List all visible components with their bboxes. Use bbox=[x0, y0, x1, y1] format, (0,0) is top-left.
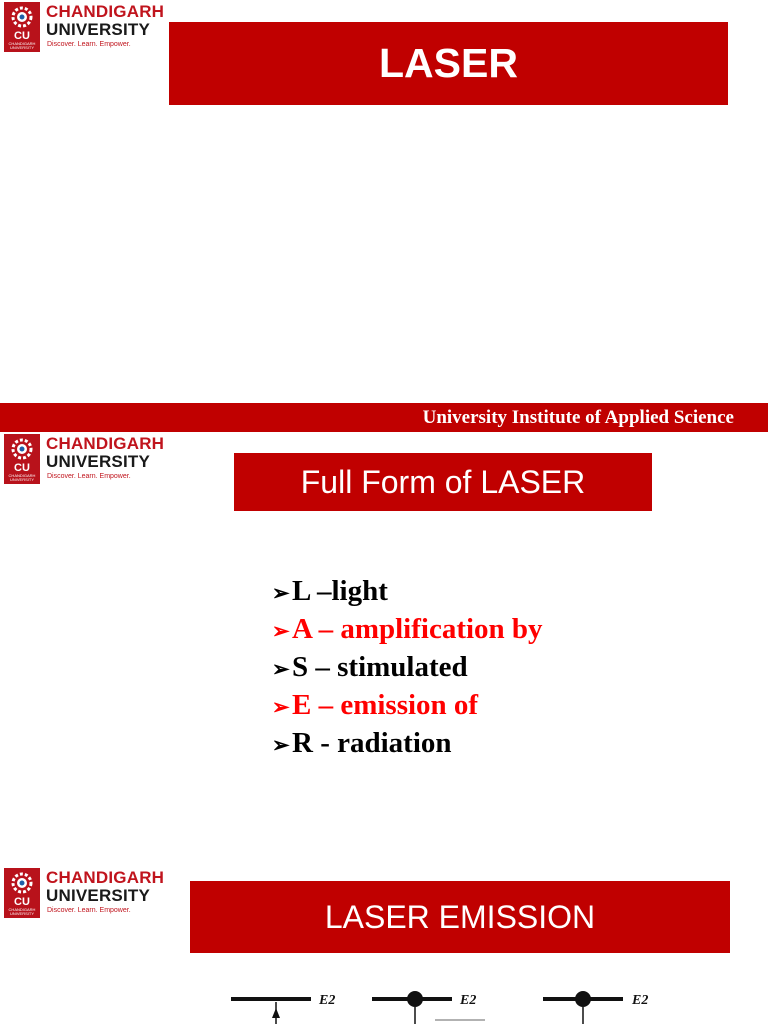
list-item-text: E – emission of bbox=[292, 689, 479, 721]
arrow-bullet-icon: ➢ bbox=[272, 619, 290, 643]
university-logo bbox=[4, 868, 165, 920]
university-logo bbox=[4, 434, 165, 486]
logo-badge-small: CHANDIGARH UNIVERSITY bbox=[8, 907, 36, 916]
brand-line1: CHANDIGARH bbox=[46, 868, 165, 887]
arrow-bullet-icon: ➢ bbox=[272, 695, 290, 719]
slide-title-banner bbox=[234, 453, 652, 511]
logo-badge-text: CU bbox=[14, 30, 30, 42]
footer-institute: University Institute of Applied Science bbox=[422, 407, 734, 428]
slide-title: LASER bbox=[379, 40, 518, 86]
list-item-text: S – stimulated bbox=[292, 651, 468, 683]
arrow-bullet-icon: ➢ bbox=[272, 657, 290, 681]
list-item-text: R - radiation bbox=[292, 727, 452, 759]
list-item-text: L –light bbox=[292, 575, 388, 607]
logo-badge bbox=[4, 434, 40, 484]
slide-title: LASER EMISSION bbox=[324, 898, 596, 935]
energy-level-panel-1 bbox=[231, 993, 335, 1024]
brand-line2: UNIVERSITY bbox=[46, 452, 151, 471]
list-item-text: A – amplification by bbox=[292, 613, 543, 645]
list-item bbox=[272, 686, 543, 724]
list-item bbox=[272, 724, 543, 762]
energy-label: E2 bbox=[632, 993, 649, 1008]
slide-title-banner bbox=[190, 881, 730, 953]
gear-emblem-icon bbox=[10, 871, 34, 895]
logo-badge-text: CU bbox=[14, 462, 30, 474]
energy-label: E2 bbox=[460, 993, 477, 1008]
slide-title-banner bbox=[169, 22, 728, 105]
footer-bar bbox=[0, 403, 768, 432]
list-item bbox=[272, 572, 543, 610]
brand-line1: CHANDIGARH bbox=[46, 2, 165, 21]
list-item bbox=[272, 648, 543, 686]
laser-emission-diagram bbox=[225, 978, 665, 1024]
arrow-bullet-icon: ➢ bbox=[272, 733, 290, 757]
slide-title: Full Form of LASER bbox=[300, 463, 586, 500]
energy-level-panel-2 bbox=[372, 991, 485, 1024]
energy-level-panel-3 bbox=[543, 991, 648, 1024]
brand-line2: UNIVERSITY bbox=[46, 20, 151, 39]
logo-badge-small: CHANDIGARH UNIVERSITY bbox=[8, 41, 36, 50]
list-item bbox=[272, 610, 543, 648]
university-logo bbox=[4, 2, 165, 54]
arrow-bullet-icon: ➢ bbox=[272, 581, 290, 605]
slide-1 bbox=[0, 0, 768, 432]
brand-line1: CHANDIGARH bbox=[46, 434, 165, 453]
brand-tagline: Discover. Learn. Empower. bbox=[47, 473, 131, 480]
energy-label: E2 bbox=[319, 993, 336, 1008]
logo-badge bbox=[4, 868, 40, 918]
brand-tagline: Discover. Learn. Empower. bbox=[47, 41, 131, 48]
laser-acronym-list bbox=[272, 572, 543, 762]
logo-badge bbox=[4, 2, 40, 52]
brand-line2: UNIVERSITY bbox=[46, 886, 151, 905]
logo-badge-text: CU bbox=[14, 896, 30, 908]
gear-emblem-icon bbox=[10, 5, 34, 29]
brand-tagline: Discover. Learn. Empower. bbox=[47, 907, 131, 914]
gear-emblem-icon bbox=[10, 437, 34, 461]
logo-badge-small: CHANDIGARH UNIVERSITY bbox=[8, 473, 36, 482]
